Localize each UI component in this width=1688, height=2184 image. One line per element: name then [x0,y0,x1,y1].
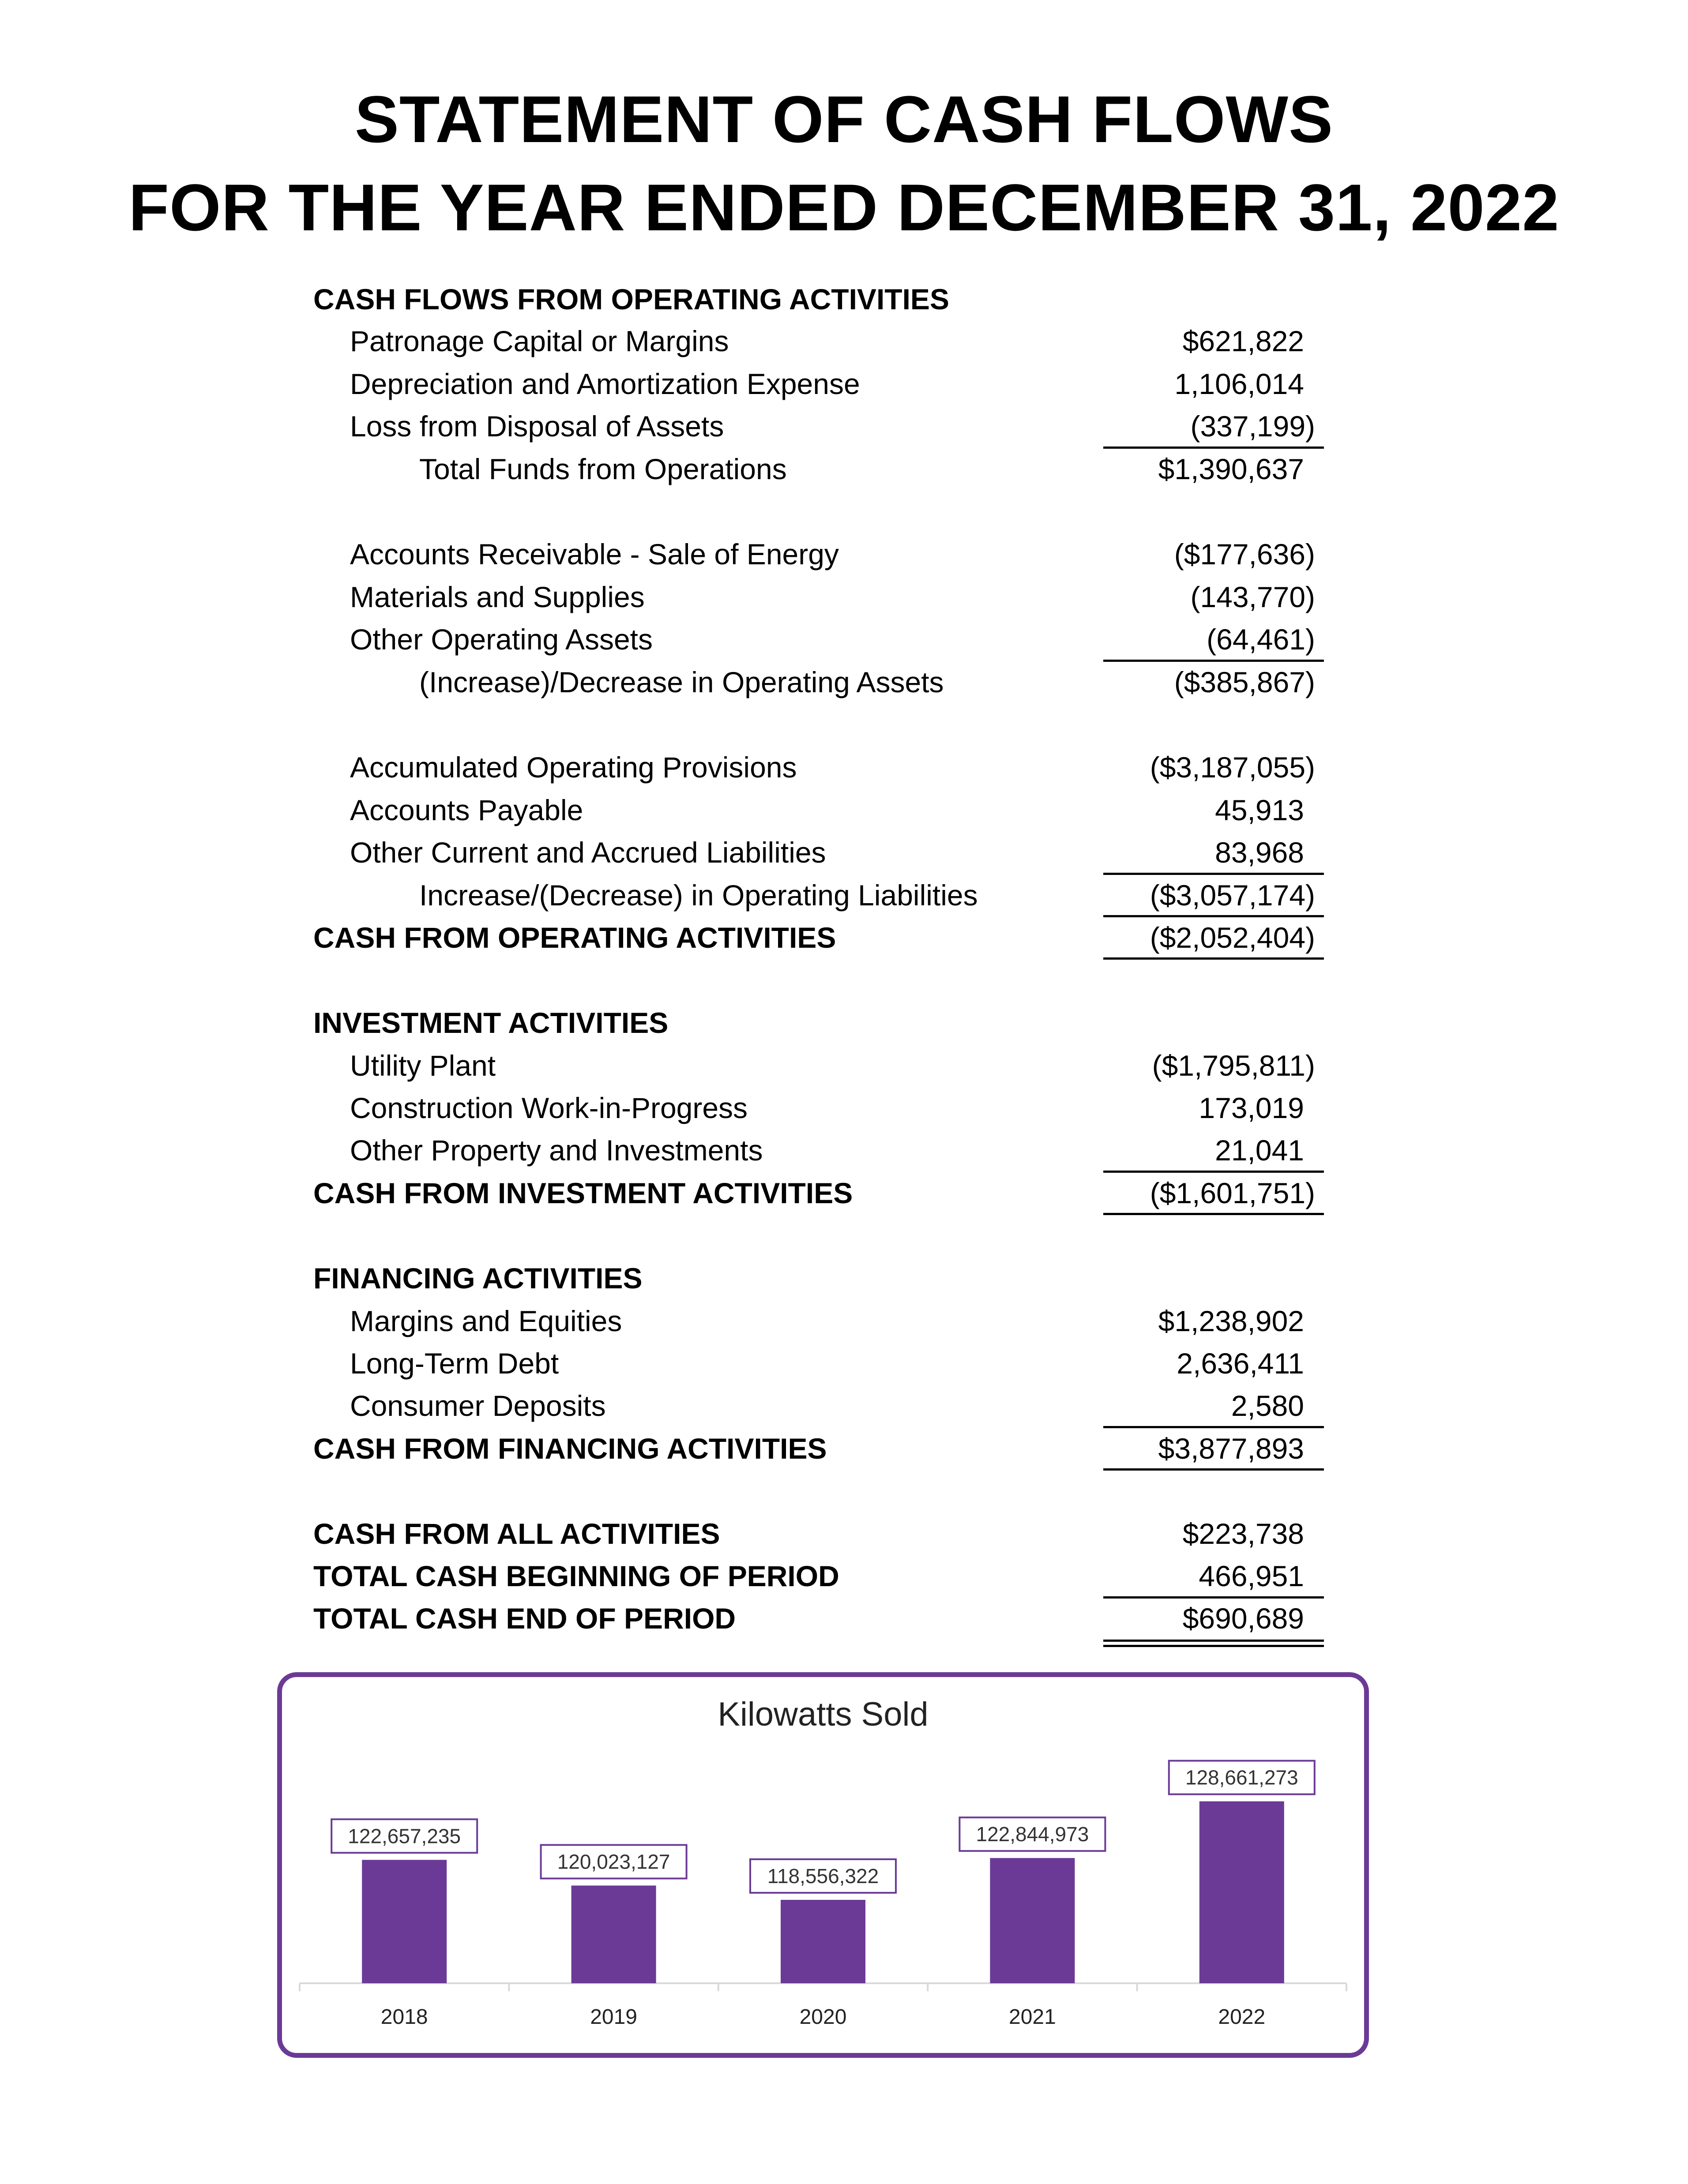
underline [1103,1468,1324,1471]
data-label-2018 [331,1819,477,1853]
x-tick-labels [381,2005,1265,2029]
double-underline-bottom [1103,1645,1324,1647]
x-axis [300,1983,1346,1991]
row-amount: $3,877,893 [1158,1432,1304,1465]
row-label: Depreciation and Amortization Expense [350,368,860,400]
row-label: Total Funds from Operations [419,453,787,485]
operating-header-row [0,278,1688,320]
row-amount: ($3,187,055) [1150,751,1315,784]
x-tick-label-2021: 2021 [1009,2005,1056,2029]
other-assets-row [0,618,1688,660]
kilowatts-chart-frame [277,1672,1369,2058]
double-underline-top [1103,1640,1324,1642]
bar-2020 [781,1900,865,1983]
row-amount: ($1,795,811) [1152,1049,1315,1082]
long-term-debt-row [0,1342,1688,1385]
bar-2022 [1199,1801,1284,1983]
row-label: Accumulated Operating Provisions [350,751,797,784]
patronage-row [0,320,1688,362]
x-tick-label-2020: 2020 [799,2005,847,2029]
x-tick-label-2018: 2018 [380,2005,428,2029]
underline [1103,957,1324,960]
row-amount: $223,738 [1182,1517,1304,1550]
row-label: Other Current and Accrued Liabilities [350,836,826,869]
row-amount: (64,461) [1207,623,1315,656]
row-amount: ($385,867) [1174,666,1315,698]
ending-cash-row [0,1597,1688,1640]
row-label: TOTAL CASH BEGINNING OF PERIOD [313,1560,839,1592]
row-label: CASH FROM OPERATING ACTIVITIES [313,921,836,954]
row-label: Accounts Receivable - Sale of Energy [350,538,839,570]
all-activities-row [0,1512,1688,1555]
ar-energy-row [0,533,1688,575]
underline [1103,1213,1324,1215]
row-label: CASH FROM FINANCING ACTIVITIES [313,1432,827,1465]
row-label: Consumer Deposits [350,1389,606,1422]
financing-header-row [0,1257,1688,1299]
row-label: Other Operating Assets [350,623,653,656]
row-amount: ($177,636) [1174,538,1315,570]
row-amount: $1,238,902 [1158,1305,1304,1337]
data-label-2020 [750,1859,896,1893]
assets-change-row [0,661,1688,703]
row-label: Increase/(Decrease) in Operating Liabilities [419,879,978,912]
row-label: Utility Plant [350,1049,496,1082]
row-label: Accounts Payable [350,794,583,826]
x-tick-label-2019: 2019 [590,2005,637,2029]
row-label: Margins and Equities [350,1305,622,1337]
kilowatts-chart [282,1677,1364,2053]
data-label-text: 122,657,235 [348,1824,461,1848]
row-amount: 2,580 [1231,1389,1304,1422]
chart-title: Kilowatts Sold [718,1696,929,1733]
data-label-2021 [959,1817,1105,1851]
payable-row [0,789,1688,831]
row-label: Patronage Capital or Margins [350,325,729,357]
row-label: Materials and Supplies [350,581,645,613]
materials-row [0,576,1688,618]
row-label: (Increase)/Decrease in Operating Assets [419,666,944,698]
margins-equities-row [0,1300,1688,1342]
row-amount: $690,689 [1182,1602,1304,1635]
other-property-row [0,1129,1688,1171]
row-amount: 45,913 [1215,794,1304,826]
operating-header: CASH FLOWS FROM OPERATING ACTIVITIES [313,283,949,315]
data-label-text: 122,844,973 [976,1823,1089,1846]
beginning-cash-row [0,1555,1688,1597]
row-amount: 1,106,014 [1174,368,1304,400]
bar-2018 [362,1860,447,1983]
loss-disposal-row [0,405,1688,447]
financing-total-row [0,1427,1688,1470]
construction-row [0,1087,1688,1129]
financing-header: FINANCING ACTIVITIES [313,1262,643,1295]
x-tick-label-2022: 2022 [1218,2005,1266,2029]
total-funds-row [0,448,1688,490]
depreciation-row [0,363,1688,405]
row-amount: 83,968 [1215,836,1304,869]
row-amount: 466,951 [1199,1560,1304,1592]
bar-2021 [990,1858,1075,1983]
row-amount: ($3,057,174) [1150,879,1315,912]
row-label: Long-Term Debt [350,1347,559,1380]
data-label-text: 128,661,273 [1185,1766,1298,1789]
row-label: Construction Work-in-Progress [350,1092,748,1124]
data-labels [331,1761,1315,1893]
row-amount: 173,019 [1199,1092,1304,1124]
bar-2019 [571,1886,656,1983]
data-label-2022 [1169,1761,1315,1794]
row-label: CASH FROM ALL ACTIVITIES [313,1517,720,1550]
row-amount: $1,390,637 [1158,453,1304,485]
row-amount: $621,822 [1182,325,1304,357]
investment-header-row [0,1002,1688,1044]
statement-subtitle: FOR THE YEAR ENDED DECEMBER 31, 2022 [128,170,1560,244]
row-amount: (337,199) [1190,410,1315,443]
investment-header: INVESTMENT ACTIVITIES [313,1006,669,1039]
operating-total-row [0,916,1688,959]
data-label-text: 118,556,322 [767,1864,879,1888]
row-amount: ($1,601,751) [1150,1177,1315,1209]
row-amount: (143,770) [1190,581,1315,613]
liabilities-change-row [0,874,1688,916]
row-label: Loss from Disposal of Assets [350,410,724,443]
data-label-2019 [541,1845,687,1879]
other-liabilities-row [0,831,1688,874]
utility-plant-row [0,1044,1688,1087]
row-label: CASH FROM INVESTMENT ACTIVITIES [313,1177,853,1209]
row-label: TOTAL CASH END OF PERIOD [313,1602,736,1635]
provisions-row [0,746,1688,788]
row-label: Other Property and Investments [350,1134,763,1167]
row-amount: 2,636,411 [1177,1347,1304,1380]
data-label-text: 120,023,127 [557,1850,670,1873]
statement-title: STATEMENT OF CASH FLOWS [354,82,1334,156]
row-amount: 21,041 [1215,1134,1304,1167]
investment-total-row [0,1172,1688,1214]
row-amount: ($2,052,404) [1150,921,1315,954]
consumer-deposits-row [0,1385,1688,1427]
